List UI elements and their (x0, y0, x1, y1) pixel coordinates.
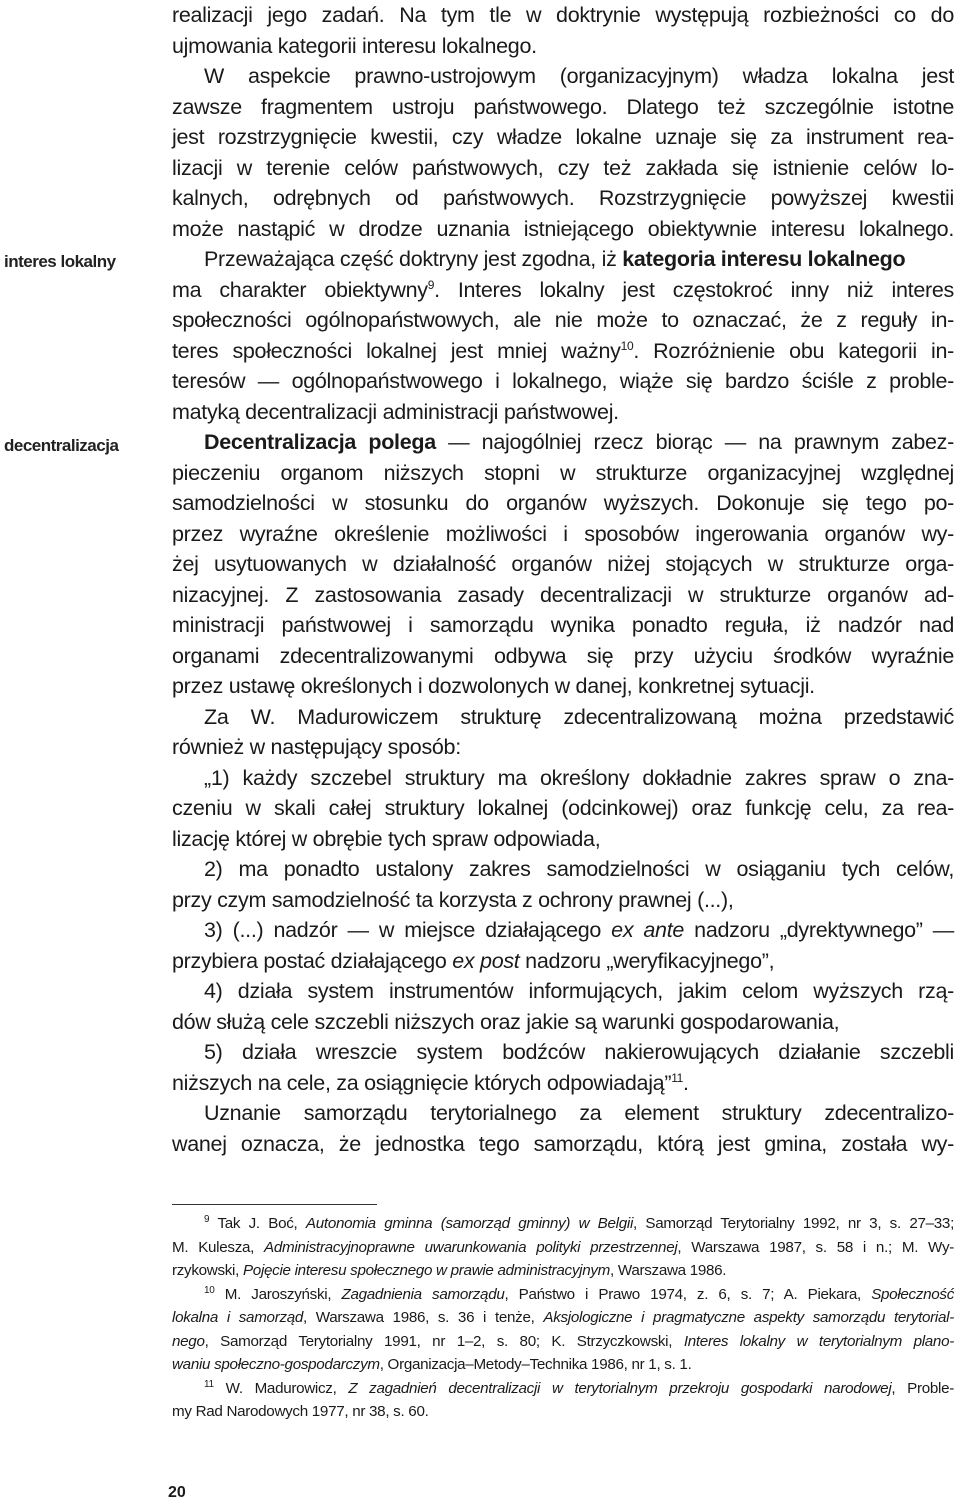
text-segment: rzykowski, (172, 1262, 240, 1279)
text-line: matyką decentralizacji administracji państwowej. (172, 399, 619, 424)
text-line: ujmowania kategorii interesu lokalnego. (172, 33, 537, 58)
footnote-title: Pojęcie interesu społecznego w prawie administracyjnym (242, 1262, 611, 1279)
text-segment: przybiera postać działającego (172, 948, 447, 973)
text-segment: . Interes lokalny jest częstokroć inny niż interes (434, 277, 954, 302)
text-segment: — najogólniej rzecz biorąc — na prawnym zabez- (448, 430, 954, 454)
footnote-number: 11 (204, 1378, 214, 1390)
text-segment: M. Jaroszyński, (224, 1285, 332, 1303)
footnote-title: waniu społeczno-gospodarczym (172, 1356, 380, 1373)
footnote-line (172, 1330, 954, 1354)
text-line (172, 336, 954, 367)
footnote-line (172, 1306, 954, 1330)
text-line: organami zdecentralizowanymi odbywa się przy użyciu środków wyraźnie (172, 643, 954, 668)
footnote-ref-11: 11 (671, 1070, 684, 1085)
footnote-ref-10: 10 (620, 338, 634, 353)
footnote-line (172, 1236, 954, 1260)
text-line: również w następujący sposób: (172, 735, 461, 759)
text-line: żej usytuowanych w działalność organów niżej stojących w strukturze orga- (172, 552, 954, 576)
footnotes (172, 1212, 954, 1424)
text-line: wanej oznacza, że jednostka tego samorządu, którą jest gmina, została wy- (172, 1131, 954, 1156)
text-segment: . Rozróżnienie obu kategorii in- (633, 338, 954, 363)
term-kategoria-interesu-lokalnego: kategoria interesu lokalnego (622, 247, 906, 271)
footnote-title: nego (172, 1332, 205, 1350)
footnote-title: Z zagadnień decentralizacji w terytorialnym przekroju gospodarki narodowej (348, 1379, 892, 1397)
quote-line: 2) ma ponadto ustalony zakres samodzielności w osiąganiu tych celów, (204, 857, 954, 881)
text-line: Za W. Madurowiczem strukturę zdecentralizowaną można przedstawić (204, 704, 954, 729)
footnote-line: my Rad Narodowych 1977, nr 38, s. 60. (172, 1403, 429, 1420)
text-line: kalnych, odrębnych od państwowych. Rozstrzygnięcie powyższej kwestii (172, 186, 954, 210)
text-line: W aspekcie prawno-ustrojowym (organizacyjnym) władza lokalna jest (204, 64, 954, 88)
footnote-title: Autonomia gminna (samorząd gminny) w Belgii (305, 1215, 634, 1232)
term-ex-ante: ex ante (611, 918, 685, 942)
text-line: społeczności ogólnopaństwowych, ale nie może to oznaczać, że z reguły in- (172, 308, 954, 332)
body-text (172, 0, 954, 1159)
quote-line (172, 1068, 954, 1099)
footnote-title: lokalna i samorząd (172, 1309, 304, 1326)
text-line: samodzielności w stosunku do organów wyższych. Dokonuje się tego po- (172, 491, 954, 515)
text-segment: Przeważająca część doktryny jest zgodna, iż (204, 247, 617, 271)
text-line: nizacyjnej. Z zastosowania zasady decentralizacji w strukturze organów ad- (172, 582, 954, 607)
term-decentralizacja-polega: Decentralizacja polega (204, 430, 436, 454)
quote-line: czeniu w skali całej struktury lokalnej (odcinkowej) oraz funkcję celu, za rea- (172, 796, 954, 820)
quote-line: lizację której w obrębie tych spraw odpowiada, (172, 826, 601, 851)
text-segment: , Państwo i Prawo 1974, z. 6, s. 7; A. Piekara, (504, 1285, 861, 1303)
quote-line: przy czym samodzielność ta korzysta z ochrony prawnej (...), (172, 887, 734, 912)
footnote-line (172, 1259, 954, 1283)
quote-line: dów służą cele szczebli niższych oraz jakie są warunki gospodarowania, (172, 1009, 840, 1034)
text-line: zawsze fragmentem ustroju państwowego. Dlatego też szczególnie istotne (172, 94, 954, 119)
footnote-line (172, 1353, 954, 1377)
footnote-ref-9: 9 (427, 277, 435, 292)
text-segment: W. Madurowicz, (225, 1379, 337, 1397)
footnote-title: Zagadnienia samorządu (341, 1285, 505, 1303)
quote-line: 4) działa system instrumentów informujących, jakim celom wyższych rzą- (204, 979, 954, 1003)
text-segment: , Organizacja–Metody–Technika 1986, nr 1, s. 1. (379, 1356, 692, 1373)
term-ex-post: ex post (452, 948, 520, 973)
text-segment: , Proble- (891, 1379, 955, 1397)
page-number: 20 (168, 1484, 186, 1501)
text-line (172, 244, 954, 275)
footnote-9 (172, 1212, 954, 1236)
text-line (172, 275, 954, 306)
text-line: przez ustawę określonych i dozwolonych w danej, konkretnej sytuacji. (172, 674, 815, 698)
text-segment: , Samorząd Terytorialny 1991, nr 1–2, s. 80; K. Strzyczkowski, (204, 1332, 673, 1350)
text-line: pieczeniu organom niższych stopni w strukturze organizacyjnej względnej (172, 460, 954, 485)
quote-line (172, 915, 954, 946)
margin-note-decentralizacja: decentralizacja (4, 436, 119, 455)
text-segment: M. Kulesza, (172, 1238, 255, 1256)
text-line: przez wyraźne określenie możliwości i sposobów ingerowania organów wy- (172, 521, 954, 546)
text-segment: , Samorząd Terytorialny 1992, nr 3, s. 27–33; (633, 1215, 954, 1232)
text-segment: nadzoru „dyrektywnego” — (694, 918, 954, 942)
text-segment: , Warszawa 1986, s. 36 i tenże, (303, 1309, 535, 1326)
footnote-number: 10 (204, 1284, 215, 1296)
text-line (172, 427, 954, 458)
text-segment: Tak J. Boć, (217, 1215, 298, 1232)
footnote-11 (172, 1377, 954, 1401)
footnote-title: Społeczność (871, 1285, 955, 1303)
text-segment: , Warszawa 1987, s. 58 i n.; M. Wy- (677, 1238, 954, 1256)
margin-note-interes-lokalny: interes lokalny (4, 252, 116, 271)
footnote-10 (172, 1283, 954, 1307)
text-segment: 3) (...) nadzór — w miejsce działającego (204, 918, 602, 942)
text-segment: ma charakter obiektywny (172, 277, 428, 302)
text-segment: . (683, 1070, 689, 1095)
text-segment: teres społeczności lokalnej jest mniej ważny (172, 338, 621, 363)
text-line: jest rozstrzygnięcie kwestii, czy władze lokalne uznaje się za instrument rea- (172, 125, 954, 149)
quote-line: „1) każdy szczebel struktury ma określony dokładnie zakres spraw o zna- (204, 765, 954, 790)
text-line: lizacji w terenie celów państwowych, czy też zakłada się istnienie celów lo- (172, 155, 954, 180)
quote-line (172, 946, 954, 977)
text-segment: nadzoru „weryfikacyjnego”, (525, 948, 775, 973)
footnote-title: Administracyjnoprawne uwarunkowania polityki przestrzennej (264, 1238, 678, 1256)
footnote-title: Aksjologiczne i pragmatyczne aspekty samorządu terytorial- (543, 1309, 954, 1326)
text-line: teresów — ogólnopaństwowego i lokalnego, wiąże się bardzo ściśle z proble- (172, 369, 954, 393)
quote-line: 5) działa wreszcie system bodźców nakierowujących działanie szczebli (204, 1040, 954, 1064)
text-segment: , Warszawa 1986. (610, 1262, 727, 1279)
footnote-number: 9 (204, 1213, 210, 1225)
text-line: Uznanie samorządu terytorialnego za element struktury zdecentralizo- (204, 1101, 954, 1125)
text-line: może nastąpić w drodze uznania istniejącego obiektywnie interesu lokalnego. (172, 216, 954, 241)
text-line: ministracji państwowej i samorządu wynika ponadto reguła, iż nadzór nad (172, 613, 954, 637)
footnote-title: Interes lokalny w terytorialnym plano- (683, 1332, 954, 1350)
text-segment: niższych na cele, za osiągnięcie których odpowiadają” (172, 1070, 672, 1095)
text-line: realizacji jego zadań. Na tym tle w doktrynie występują rozbieżności co do (172, 3, 954, 27)
footnote-separator (172, 1204, 377, 1205)
